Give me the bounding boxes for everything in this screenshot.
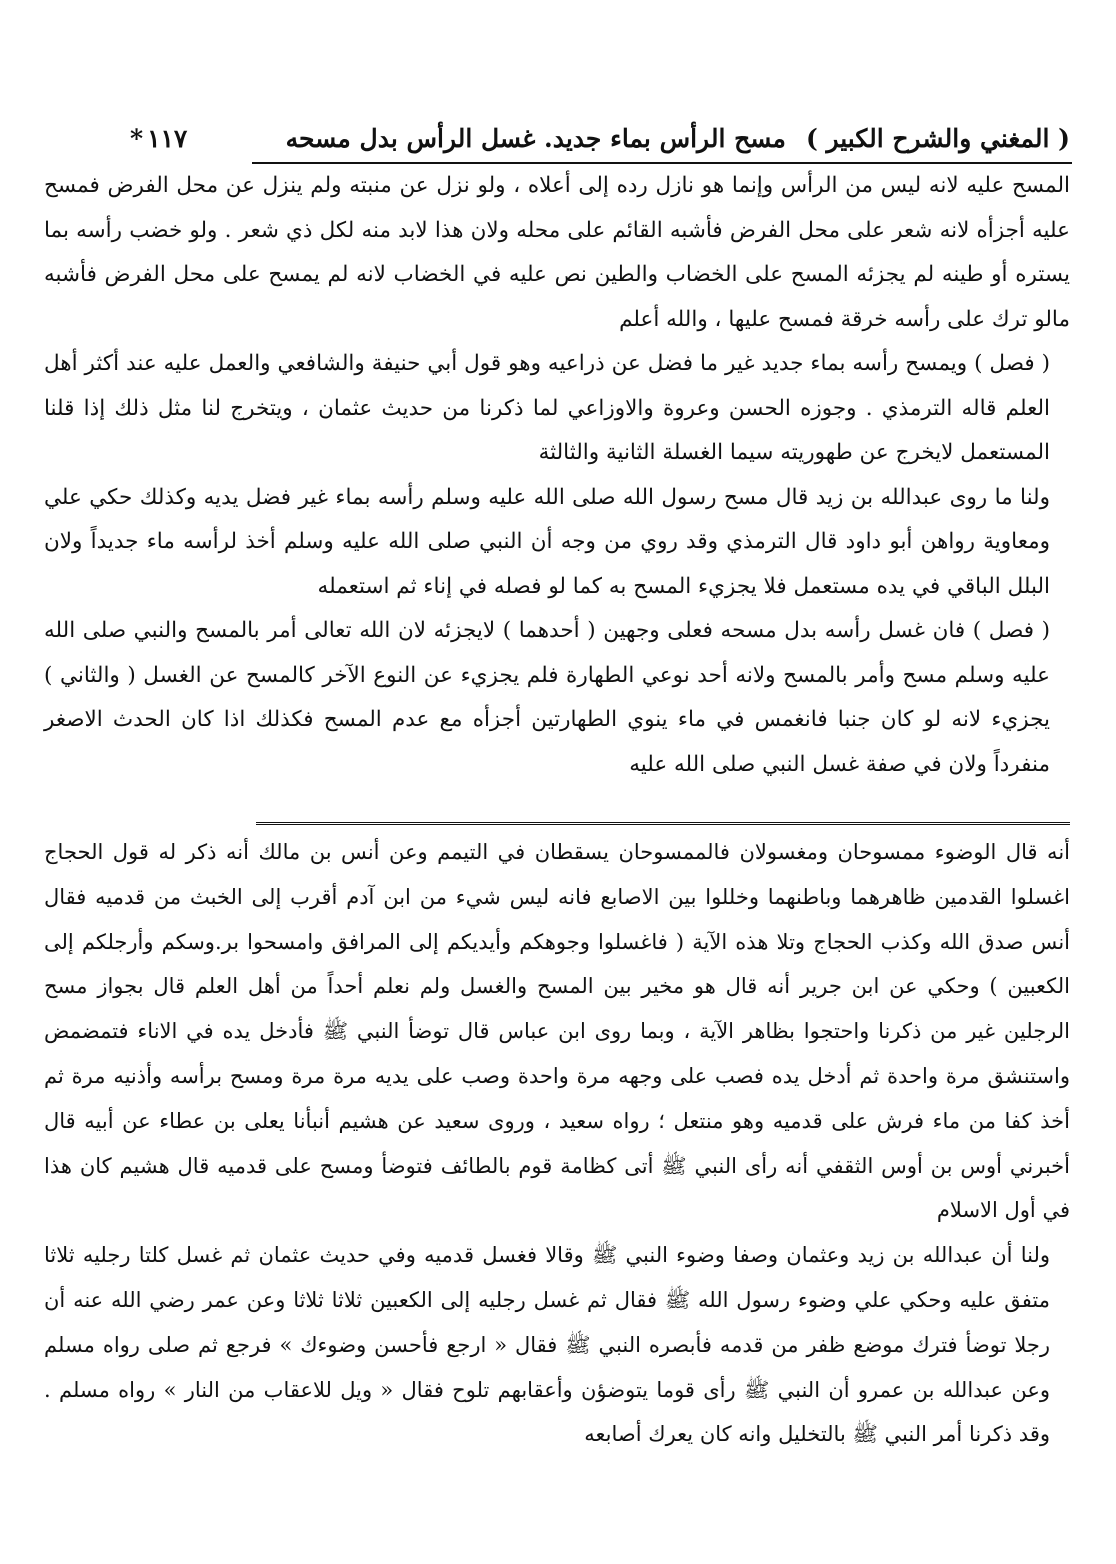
book-title: ( المغني والشرح الكبير ) [805,123,1070,153]
commentary-text [44,830,1070,1457]
main-paragraph: ( فصل ) ويمسح رأسه بماء جديد غير ما فضل عن ذراعيه وهو قول أبي حنيفة والشافعي والعمل عليه عند أكثر أهل العلم قاله الترمذي . وجوزه الحسن وعروة والاوزاعي لما ذكرنا من حديث عثمان ، ويتخرج لنا مثل ذلك إذا قلنا المستعمل لايخرج عن طهوريته سيما الغسلة الثانية والثالثة [44,351,1050,465]
page-number: ١١٧ [147,123,188,153]
section-divider [256,822,1070,828]
page-number-group [130,124,187,153]
main-paragraph: ( فصل ) فان غسل رأسه بدل مسحه فعلى وجهين ( أحدهما ) لايجزئه لان الله تعالى أمر بالمسح والنبي صلى الله عليه وسلم مسح وأمر بالمسح ولانه أحد نوعي الطهارة فلم يجزيء عن النوع الآخر كالمسح عن الغسل ( والثاني ) يجزيء لانه لو كان جنبا فانغمس في ماء ينوي الطهارتين أجزأه مع عدم المسح فكذلك اذا كان الحدث الاصغر منفرداً ولان في صفة غسل النبي صلى الله عليه [44,618,1050,777]
page-mark: * [130,123,144,153]
commentary-paragraph: أنه قال الوضوء ممسوحان ومغسولان فالممسوحان يسقطان في التيمم وعن أنس بن مالك أنه ذكر له قول الحجاج اغسلوا القدمين ظاهرهما وباطنهما وخللوا بين الاصابع فانه ليس شيء من ابن آدم أقرب إلى الخبث من قدميه فقال أنس صدق الله وكذب الحجاج وتلا هذه الآية ( فاغسلوا وجوهكم وأيديكم إلى المرافق وامسحوا بر.وسكم وأرجلكم إلى الكعبين ) وحكي عن ابن جرير أنه قال هو مخير بين المسح والغسل ولم نعلم أحداً من أهل العلم قال بجواز مسح الرجلين غير من ذكرنا واحتجوا بظاهر الآية ، وبما روى ابن عباس قال توضأ النبي ﷺ فأدخل يده في الاناء فتمضمض واستنشق مرة واحدة ثم أدخل يده فصب على وجهه مرة واحدة وصب على يديه مرة مرة ومسح برأسه وأذنيه مرة ثم أخذ كفا من ماء فرش على قدميه وهو منتعل ؛ رواه سعيد ، وروى سعيد عن هشيم أنبأنا يعلى بن عطاء عن أبيه قال أخبرني أوس بن أوس الثقفي أنه رأى النبي ﷺ أتى كظامة قوم بالطائف فتوضأ ومسح على قدميه قال هشيم كان هذا في أول الاسلام [44,840,1070,1223]
main-paragraph: المسح عليه لانه ليس من الرأس وإنما هو نازل رده إلى أعلاه ، ولو نزل عن منبته ولم ينزل عن محل الفرض فمسح عليه أجزأه لانه شعر على محل الفرض فأشبه القائم على محله ولان هذا لابد منه لكل ذي شعر . ولو خضب رأسه بما يستره أو طينه لم يجزئه المسح على الخضاب والطين نص عليه في الخضاب لانه لم يمسح على محل الفرض فأشبه مالو ترك على رأسه خرقة فمسح عليها ، والله أعلم [44,173,1070,332]
commentary-paragraph: ولنا أن عبدالله بن زيد وعثمان وصفا وضوء النبي ﷺ وقالا فغسل قدميه وفي حديث عثمان ثم غسل كلتا رجليه ثلاثا متفق عليه وحكي علي وضوء رسول الله ﷺ فقال ثم غسل رجليه إلى الكعبين ثلاثا ثلاثا وعن عمر رضي الله عنه أن رجلا توضأ فترك موضع ظفر من قدمه فأبصره النبي ﷺ فقال « ارجع فأحسن وضوءك » فرجع ثم صلى رواه مسلم وعن عبدالله بن عمرو أن النبي ﷺ رأى قوما يتوضؤن وأعقابهم تلوح فقال « ويل للاعقاب من النار » رواه مسلم . وقد ذكرنا أمر النبي ﷺ بالتخليل وانه كان يعرك أصابعه [44,1243,1050,1447]
main-text [44,164,1070,787]
page-header [130,118,1070,158]
main-paragraph: ولنا ما روى عبدالله بن زيد قال مسح رسول الله صلى الله عليه وسلم رأسه بماء غير فضل يديه وكذلك حكي علي ومعاوية رواهن أبو داود قال الترمذي وقد روي من وجه أن النبي صلى الله عليه وسلم أخذ لرأسه ماء جديداً ولان البلل الباقي في يده مستعمل فلا يجزيء المسح به كما لو فصله في إناء ثم استعمله [44,484,1050,599]
section-title: مسح الرأس بماء جديد. غسل الرأس بدل مسحه [285,123,786,153]
